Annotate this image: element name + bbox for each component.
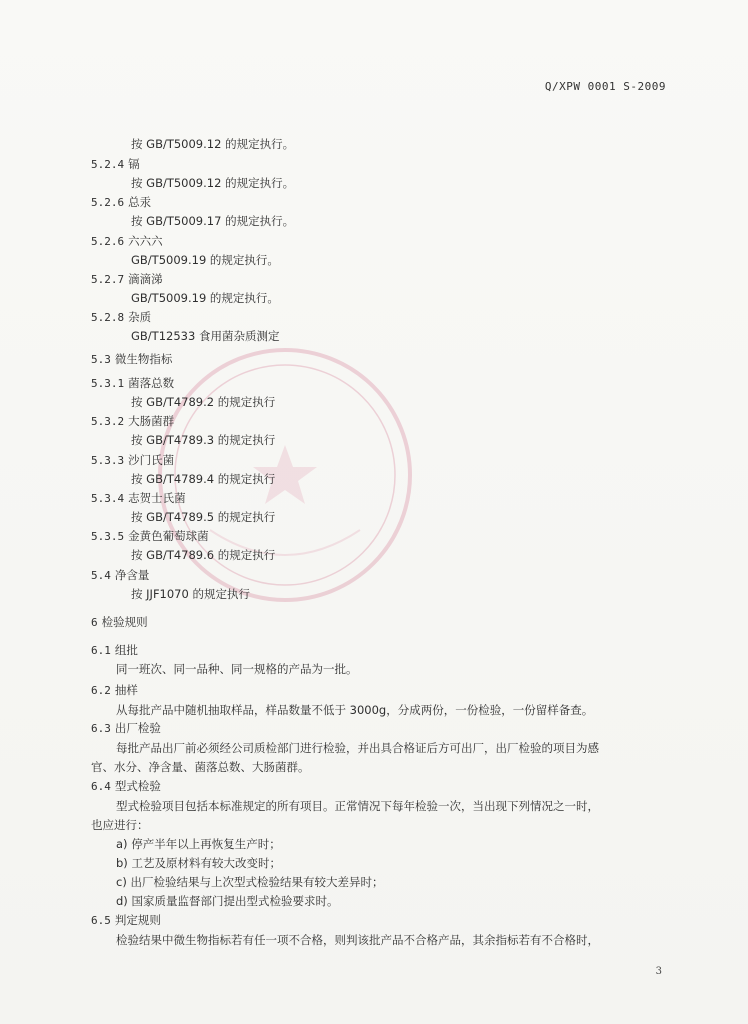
body-text-line	[116, 893, 338, 909]
body-text-line	[91, 759, 310, 775]
body-text-line	[131, 471, 275, 487]
body-text-line	[131, 136, 294, 152]
section-number: 5.3.1	[91, 377, 125, 390]
section-heading	[91, 528, 209, 545]
section-heading	[91, 452, 174, 469]
section-heading	[91, 642, 138, 659]
section-number: 5.3.5	[91, 530, 125, 543]
section-number: 5.2.7	[91, 273, 125, 286]
section-heading	[91, 912, 161, 929]
section-number: 5.3	[91, 353, 111, 366]
line-text: 官、水分、净含量、菌落总数、大肠菌群。	[91, 760, 310, 774]
section-heading	[91, 351, 172, 368]
line-text: GB/T12533 食用菌杂质测定	[131, 329, 280, 343]
section-number: 6.1	[91, 644, 111, 657]
section-heading	[91, 720, 161, 737]
section-heading	[91, 233, 163, 250]
line-text: 型式检验项目包括本标准规定的所有项目。正常情况下每年检验一次，当出现下列情况之一时，	[116, 799, 599, 813]
section-number: 5.4	[91, 569, 111, 582]
line-text: 六六六	[128, 234, 163, 248]
line-text: 志贺士氏菌	[128, 491, 186, 505]
body-text-line	[131, 586, 250, 602]
line-text: 按 GB/T5009.17 的规定执行。	[131, 214, 295, 228]
section-number: 6.2	[91, 684, 111, 697]
line-text: 判定规则	[114, 913, 161, 927]
line-text: 滴滴涕	[128, 272, 163, 286]
line-text: 按 GB/T5009.12 的规定执行。	[131, 137, 295, 151]
section-heading	[91, 375, 174, 392]
line-text: 金黄色葡萄球菌	[128, 529, 209, 543]
line-text: a) 停产半年以上再恢复生产时；	[116, 837, 281, 851]
body-text-line	[116, 836, 281, 852]
body-text-line	[116, 740, 599, 756]
section-heading	[91, 682, 138, 699]
line-text: 微生物指标	[114, 352, 173, 366]
section-heading	[91, 567, 149, 584]
body-text-line	[116, 932, 599, 948]
section-number: 5.3.3	[91, 454, 125, 467]
section-heading	[91, 271, 163, 288]
line-text: 按 JJF1070 的规定执行	[131, 587, 250, 601]
line-text: 按 GB/T4789.6 的规定执行	[131, 548, 276, 562]
body-text-line	[131, 509, 275, 525]
line-text: 按 GB/T4789.4 的规定执行	[131, 472, 276, 486]
section-heading	[91, 156, 140, 173]
line-text: 出厂检验	[114, 721, 161, 735]
line-text: 也应进行：	[91, 818, 149, 832]
page-number: 3	[655, 966, 662, 977]
body-text-line	[116, 874, 383, 890]
section-heading	[91, 778, 161, 795]
line-text: 检验规则	[101, 615, 148, 629]
body-text-line	[131, 252, 279, 268]
line-text: 沙门氏菌	[128, 453, 175, 467]
line-text: c) 出厂检验结果与上次型式检验结果有较大差异时；	[116, 875, 384, 889]
body-text-line	[116, 702, 593, 718]
line-text: 镉	[128, 157, 140, 171]
section-number: 5.2.6	[91, 196, 125, 209]
line-text: 按 GB/T4789.5 的规定执行	[131, 510, 276, 524]
section-number: 6.3	[91, 722, 111, 735]
section-number: 5.2.8	[91, 311, 125, 324]
section-number: 6	[91, 616, 98, 629]
body-text-line	[116, 855, 281, 871]
line-text: d) 国家质量监督部门提出型式检验要求时。	[116, 894, 339, 908]
line-text: 检验结果中微生物指标若有任一项不合格，则判该批产品不合格产品，其余指标若有不合格时，	[116, 933, 599, 947]
line-text: 型式检验	[114, 779, 161, 793]
body-text-line	[116, 798, 599, 814]
line-text: GB/T5009.19 的规定执行。	[131, 253, 279, 267]
section-heading	[91, 413, 174, 430]
body-text-line	[131, 328, 279, 344]
line-text: 大肠菌群	[128, 414, 175, 428]
line-text: 按 GB/T5009.12 的规定执行。	[131, 176, 295, 190]
section-number: 6.4	[91, 780, 111, 793]
line-text: 总汞	[128, 195, 152, 209]
line-text: 杂质	[128, 310, 152, 324]
body-text-line	[131, 547, 275, 563]
document-code: Q/XPW 0001 S-2009	[544, 80, 666, 93]
line-text: 净含量	[114, 568, 150, 582]
section-number: 5.3.2	[91, 415, 125, 428]
line-text: 每批产品出厂前必须经公司质检部门进行检验，并出具合格证后方可出厂，出厂检验的项目为感	[116, 741, 599, 755]
line-text: 抽样	[114, 683, 138, 697]
line-text: b) 工艺及原材料有较大改变时；	[116, 856, 281, 870]
line-text: 菌落总数	[128, 376, 175, 390]
line-text: GB/T5009.19 的规定执行。	[131, 291, 279, 305]
line-text: 组批	[114, 643, 138, 657]
line-text: 同一班次、同一品种、同一规格的产品为一批。	[116, 662, 358, 676]
section-number: 5.2.4	[91, 158, 125, 171]
line-text: 按 GB/T4789.2 的规定执行	[131, 395, 276, 409]
body-text-line	[131, 175, 294, 191]
section-heading	[91, 490, 186, 507]
body-text-line	[131, 394, 275, 410]
line-text: 按 GB/T4789.3 的规定执行	[131, 433, 276, 447]
section-number: 5.3.4	[91, 492, 125, 505]
line-text: 从每批产品中随机抽取样品，样品数量不低于 3000g，分成两份，一份检验，一份留样备查。	[116, 703, 594, 717]
body-text-line	[116, 661, 358, 677]
body-text-line	[131, 432, 275, 448]
body-text-line	[91, 817, 149, 833]
body-text-line	[131, 290, 279, 306]
section-heading	[91, 194, 151, 211]
section-heading	[91, 614, 148, 631]
section-heading	[91, 309, 151, 326]
section-number: 5.2.6	[91, 235, 125, 248]
section-number: 6.5	[91, 914, 111, 927]
body-text-line	[131, 213, 294, 229]
